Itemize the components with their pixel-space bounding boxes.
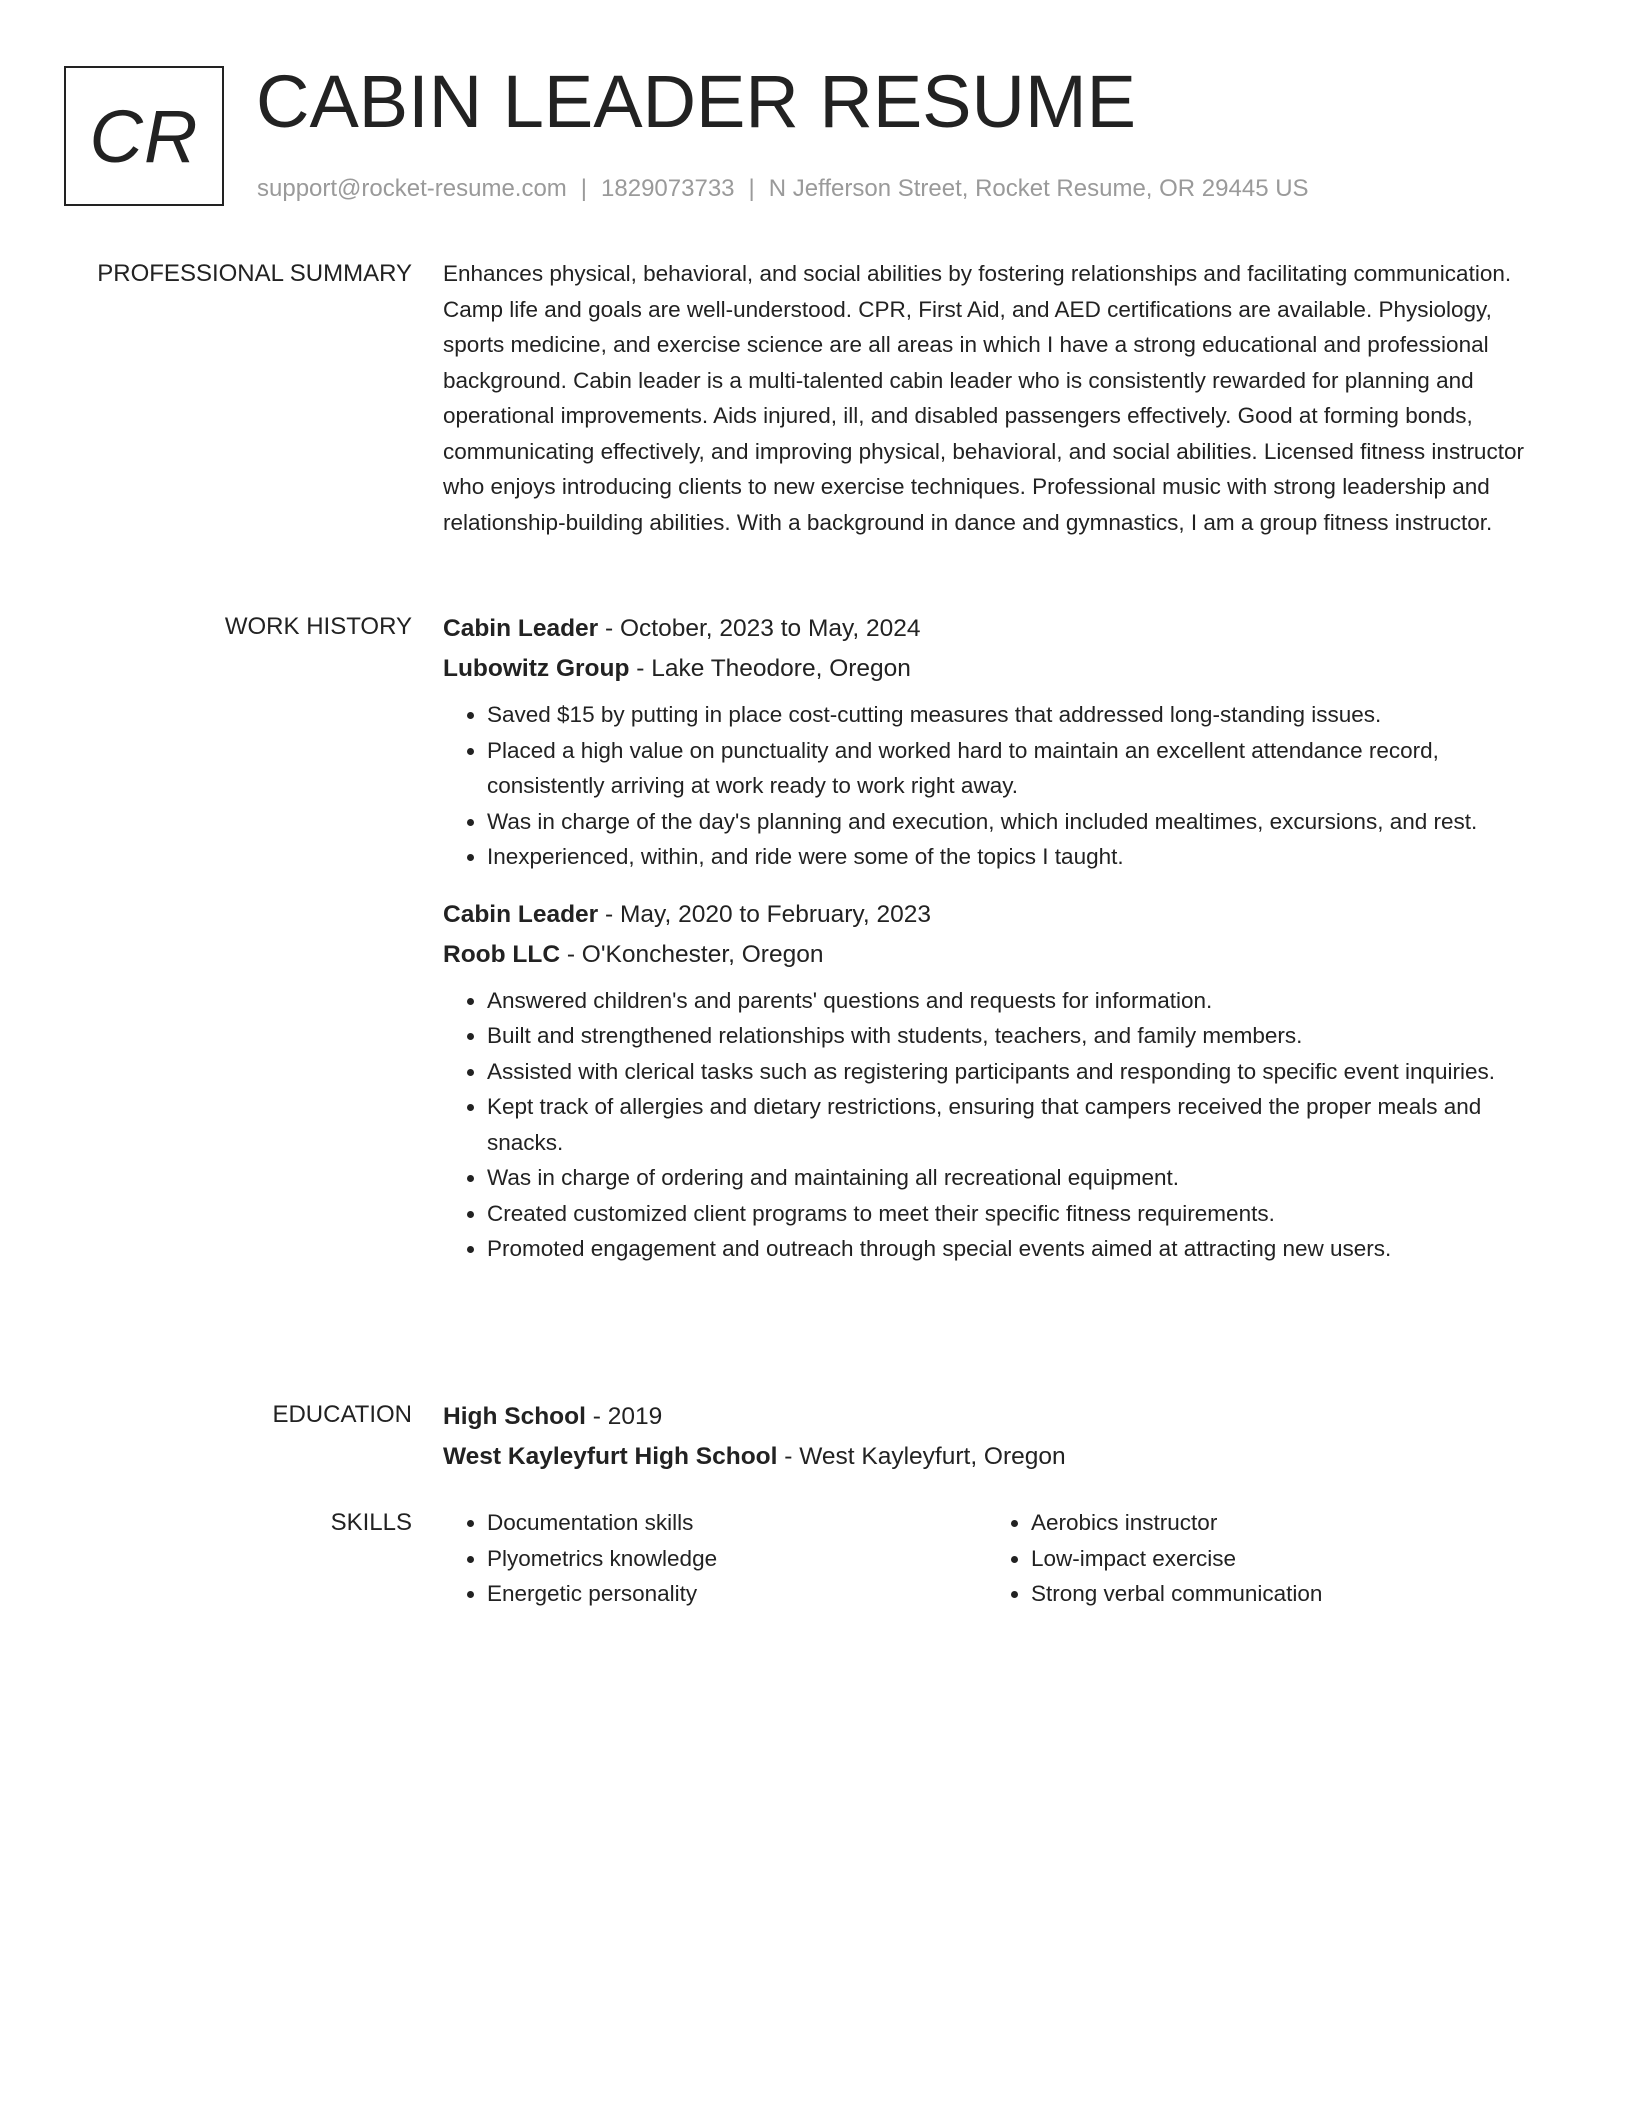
education-location: - West Kayleyfurt, Oregon	[777, 1443, 1066, 1470]
job-bullet: • Was in charge of ordering and maintaining all recreational equipment.	[487, 1160, 1533, 1196]
job-bullet: • Placed a high value on punctuality and worked hard to maintain an excellent attendance record, consistently arriving at work ready to work right away.	[487, 733, 1533, 804]
skills-list-right	[987, 1505, 1531, 1612]
section-heading-skills: SKILLS	[330, 1509, 412, 1536]
job-bullet: • Saved $15 by putting in place cost-cutting measures that addressed long-standing issues.	[487, 697, 1533, 733]
contact-separator: |	[748, 175, 755, 202]
job-bullet: • Was in charge of the day's planning and execution, which included mealtimes, excursions, and rest.	[487, 804, 1533, 840]
section-heading-work-history: WORK HISTORY	[224, 613, 412, 640]
skills-body	[443, 1505, 1533, 1612]
skill-item: • Strong verbal communication	[1031, 1576, 1531, 1612]
contact-address: N Jefferson Street, Rocket Resume, OR 29445 US	[768, 175, 1309, 202]
contact-phone[interactable]: 1829073733	[601, 175, 735, 202]
job-dates: - October, 2023 to May, 2024	[598, 615, 921, 642]
job-bullet: • Built and strengthened relationships with students, teachers, and family members.	[487, 1018, 1533, 1054]
skills-list-left	[443, 1505, 987, 1612]
section-heading-summary: PROFESSIONAL SUMMARY	[97, 260, 412, 287]
education-body	[443, 1397, 1533, 1477]
job-title: Cabin Leader	[443, 615, 599, 642]
job-bullet: • Assisted with clerical tasks such as registering participants and responding to specific event inquiries.	[487, 1054, 1533, 1090]
job-title-line	[443, 895, 1533, 935]
education-degree-line	[443, 1397, 1533, 1437]
section-heading-education: EDUCATION	[272, 1401, 412, 1428]
education-degree: High School	[443, 1403, 586, 1430]
monogram-logo	[64, 66, 224, 206]
summary-text: Enhances physical, behavioral, and social abilities by fostering relationships and facilitating communication. Camp life and goals are well-understood. CPR, First Aid, and AED certifications are available. Physiology, sports medicine, and exercise science are all areas in which I have a strong educational and professional background. Cabin leader is a multi-talented cabin leader who is consistently rewarded for planning and operational improvements. Aids injured, ill, and disabled passengers effectively. Good at forming bonds, communicating effectively, and improving physical, behavioral, and social abilities. Licensed fitness instructor who enjoys introducing clients to new exercise techniques. Professional music with strong leadership and relationship-building abilities. With a background in dance and gymnastics, I am a group fitness instructor.	[443, 261, 1524, 535]
work-history-body	[443, 609, 1533, 1267]
job-bullet: • Kept track of allergies and dietary restrictions, ensuring that campers received the proper meals and snacks.	[487, 1089, 1533, 1160]
job-bullet-list	[443, 983, 1533, 1267]
skill-item: • Low-impact exercise	[1031, 1541, 1531, 1577]
job-company-line	[443, 935, 1533, 975]
job-bullet: • Created customized client programs to meet their specific fitness requirements.	[487, 1196, 1533, 1232]
job-bullet: • Promoted engagement and outreach through special events aimed at attracting new users.	[487, 1231, 1533, 1267]
contact-line	[257, 174, 1309, 204]
skills-grid	[443, 1505, 1533, 1612]
job-bullet: • Inexperienced, within, and ride were some of the topics I taught.	[487, 839, 1533, 875]
job-location: - O'Konchester, Oregon	[560, 940, 824, 968]
job-title: Cabin Leader	[443, 900, 599, 928]
education-school: West Kayleyfurt High School	[443, 1443, 778, 1470]
job-company: Roob LLC	[443, 940, 561, 968]
job-dates: - May, 2020 to February, 2023	[598, 900, 931, 928]
job-company-line	[443, 649, 1533, 689]
contact-separator: |	[580, 175, 588, 202]
contact-email[interactable]: support@rocket-resume.com	[257, 175, 567, 202]
job-title-line	[443, 609, 1533, 649]
job-bullet: • Answered children's and parents' questions and requests for information.	[487, 983, 1533, 1019]
skill-item: • Aerobics instructor	[1031, 1505, 1531, 1541]
job-location: - Lake Theodore, Oregon	[629, 655, 911, 682]
skill-item: • Plyometrics knowledge	[487, 1541, 987, 1577]
monogram-text: CR	[89, 94, 199, 178]
education-year: - 2019	[585, 1403, 663, 1430]
job-company: Lubowitz Group	[443, 655, 630, 682]
summary-body	[443, 256, 1533, 540]
skill-item: • Documentation skills	[487, 1505, 987, 1541]
education-school-line	[443, 1437, 1533, 1477]
job-entry	[443, 609, 1533, 875]
resume-title: CABIN LEADER RESUME	[256, 60, 1136, 143]
job-bullet-list	[443, 697, 1533, 875]
job-entry	[443, 895, 1533, 1267]
skill-item: • Energetic personality	[487, 1576, 987, 1612]
